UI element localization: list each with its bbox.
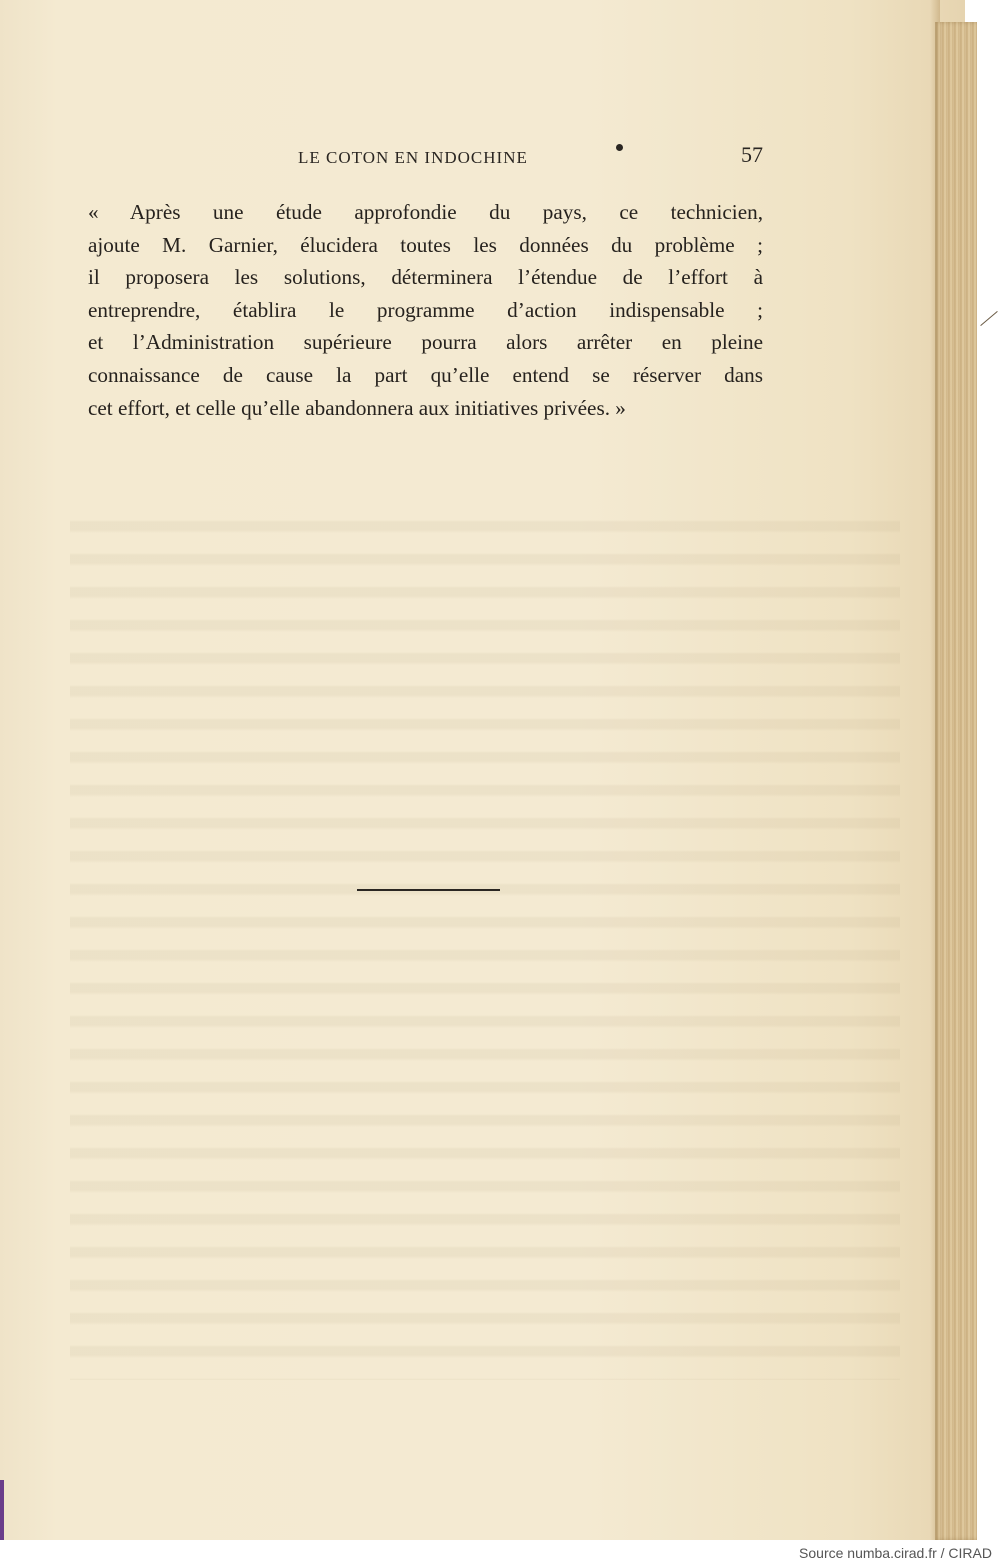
text-line: il proposera les solutions, déterminera l’étendue de l’effort à — [88, 265, 763, 290]
page-header — [88, 140, 763, 172]
margin-mark — [980, 311, 997, 326]
text-line: connaissance de cause la part qu’elle entend se réserver dans — [88, 362, 763, 387]
show-through-text — [70, 500, 900, 1380]
page-number: 57 — [741, 142, 763, 167]
text-line: ajoute M. Garnier, élucidera toutes les données du problème ; — [88, 232, 763, 257]
body-paragraph — [88, 196, 763, 424]
text-line: cet effort, et celle qu’elle abandonnera aux initiatives privées. » — [88, 395, 626, 420]
text-line: et l’Administration supérieure pourra alors arrêter en pleine — [88, 330, 763, 355]
left-edge-bar — [0, 1480, 4, 1540]
section-rule — [357, 889, 500, 891]
ink-dot — [616, 144, 623, 151]
text-line: entreprendre, établira le programme d’action indispensable ; — [88, 297, 763, 322]
text-line: « Après une étude approfondie du pays, ce technicien, — [88, 200, 763, 224]
source-credit: Source numba.cirad.fr / CIRAD — [799, 1545, 992, 1561]
book-edge — [935, 22, 977, 1540]
running-title: LE COTON EN INDOCHINE — [298, 148, 528, 167]
